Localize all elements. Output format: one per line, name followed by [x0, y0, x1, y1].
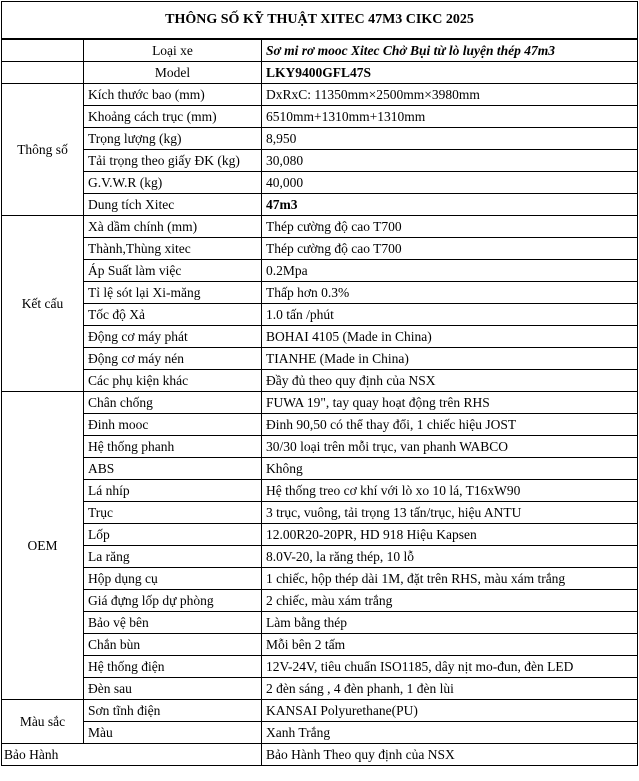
- empty-cell: [2, 62, 84, 84]
- row-value: 8.0V-20, la răng thép, 10 lỗ: [262, 546, 638, 568]
- row-label: Màu: [84, 722, 262, 744]
- row-label: Hệ thống phanh: [84, 436, 262, 458]
- table-row: [2, 722, 638, 744]
- row-value: Làm bằng thép: [262, 612, 638, 634]
- row-label: Trục: [84, 502, 262, 524]
- warranty-row: [2, 744, 638, 766]
- table-row: [2, 436, 638, 458]
- table-row: [2, 678, 638, 700]
- row-label: La răng: [84, 546, 262, 568]
- table-row: [2, 458, 638, 480]
- row-value: 1 chiếc, hộp thép dài 1M, đặt trên RHS, màu xám trắng: [262, 568, 638, 590]
- empty-cell: [2, 39, 84, 62]
- model-row: [2, 62, 638, 84]
- group-label-specs: Thông số: [2, 84, 84, 216]
- table-row: [2, 172, 638, 194]
- table-row: [2, 546, 638, 568]
- row-value: Mỗi bên 2 tấm: [262, 634, 638, 656]
- row-value: Không: [262, 458, 638, 480]
- row-value: Đinh 90,50 có thể thay đổi, 1 chiếc hiệu JOST: [262, 414, 638, 436]
- table-row: [2, 194, 638, 216]
- row-value: 30,080: [262, 150, 638, 172]
- table-row: [2, 348, 638, 370]
- row-label: Hộp dụng cụ: [84, 568, 262, 590]
- table-row: [2, 392, 638, 414]
- row-label: Đinh mooc: [84, 414, 262, 436]
- title-row: [2, 2, 638, 40]
- row-label: Động cơ máy phát: [84, 326, 262, 348]
- row-value: FUWA 19", tay quay hoạt động trên RHS: [262, 392, 638, 414]
- row-label: Bảo vệ bên: [84, 612, 262, 634]
- row-label: Tải trọng theo giấy ĐK (kg): [84, 150, 262, 172]
- row-value: Thấp hơn 0.3%: [262, 282, 638, 304]
- row-label: Xà dầm chính (mm): [84, 216, 262, 238]
- table-row: [2, 480, 638, 502]
- spec-table: [1, 1, 638, 766]
- vehicle-type-value: Sơ mi rơ mooc Xitec Chở Bụi từ lò luyện thép 47m3: [262, 39, 638, 62]
- row-value: 2 đèn sáng , 4 đèn phanh, 1 đèn lùi: [262, 678, 638, 700]
- row-value: BOHAI 4105 (Made in China): [262, 326, 638, 348]
- row-value: 47m3: [262, 194, 638, 216]
- table-row: [2, 326, 638, 348]
- group-label-structure: Kết cấu: [2, 216, 84, 392]
- row-label: Kích thước bao (mm): [84, 84, 262, 106]
- table-row: [2, 128, 638, 150]
- table-row: [2, 700, 638, 722]
- row-value: 1.0 tấn /phút: [262, 304, 638, 326]
- row-value: Thép cường độ cao T700: [262, 216, 638, 238]
- row-label: Dung tích Xitec: [84, 194, 262, 216]
- page-title: THÔNG SỐ KỸ THUẬT XITEC 47M3 CIKC 2025: [2, 2, 638, 40]
- row-label: Giá đựng lốp dự phòng: [84, 590, 262, 612]
- table-row: [2, 282, 638, 304]
- model-value: LKY9400GFL47S: [262, 62, 638, 84]
- row-label: Khoảng cách trục (mm): [84, 106, 262, 128]
- row-value: 12.00R20-20PR, HD 918 Hiệu Kapsen: [262, 524, 638, 546]
- row-label: Sơn tĩnh điện: [84, 700, 262, 722]
- row-label: Tỉ lệ sót lại Xi-măng: [84, 282, 262, 304]
- table-row: [2, 568, 638, 590]
- table-row: [2, 84, 638, 106]
- table-row: [2, 260, 638, 282]
- vehicle-type-label: Loại xe: [84, 39, 262, 62]
- row-value: DxRxC: 11350mm×2500mm×3980mm: [262, 84, 638, 106]
- row-label: Các phụ kiện khác: [84, 370, 262, 392]
- row-label: Động cơ máy nén: [84, 348, 262, 370]
- spec-sheet: [1, 1, 637, 766]
- row-value: Hệ thống treo cơ khí với lò xo 10 lá, T16xW90: [262, 480, 638, 502]
- row-value: 12V-24V, tiêu chuẩn ISO1185, dây nịt mo-đun, đèn LED: [262, 656, 638, 678]
- row-value: 0.2Mpa: [262, 260, 638, 282]
- table-row: [2, 106, 638, 128]
- row-value: 30/30 loại trên mỗi trục, van phanh WABCO: [262, 436, 638, 458]
- row-label: Chắn bùn: [84, 634, 262, 656]
- row-value: 2 chiếc, màu xám trắng: [262, 590, 638, 612]
- row-value: Thép cường độ cao T700: [262, 238, 638, 260]
- table-row: [2, 304, 638, 326]
- table-row: [2, 656, 638, 678]
- row-label: G.V.W.R (kg): [84, 172, 262, 194]
- row-label: Tốc độ Xả: [84, 304, 262, 326]
- group-label-oem: OEM: [2, 392, 84, 700]
- row-label: Hệ thống điện: [84, 656, 262, 678]
- row-label: Áp Suất làm việc: [84, 260, 262, 282]
- row-value: Xanh Trắng: [262, 722, 638, 744]
- table-row: [2, 414, 638, 436]
- row-value: TIANHE (Made in China): [262, 348, 638, 370]
- warranty-label: Bảo Hành: [2, 744, 262, 766]
- row-value: 8,950: [262, 128, 638, 150]
- row-value: 3 trục, vuông, tải trọng 13 tấn/trục, hiệu ANTU: [262, 502, 638, 524]
- warranty-value: Bảo Hành Theo quy định của NSX: [262, 744, 638, 766]
- row-label: Lá nhíp: [84, 480, 262, 502]
- row-label: Thành,Thùng xitec: [84, 238, 262, 260]
- vehicle-type-row: [2, 39, 638, 62]
- table-row: [2, 216, 638, 238]
- model-label: Model: [84, 62, 262, 84]
- table-row: [2, 238, 638, 260]
- table-row: [2, 590, 638, 612]
- row-value: 6510mm+1310mm+1310mm: [262, 106, 638, 128]
- row-label: Trọng lượng (kg): [84, 128, 262, 150]
- row-label: ABS: [84, 458, 262, 480]
- table-row: [2, 502, 638, 524]
- table-row: [2, 524, 638, 546]
- row-value: KANSAI Polyurethane(PU): [262, 700, 638, 722]
- row-value: Đầy đủ theo quy định của NSX: [262, 370, 638, 392]
- row-label: Chân chống: [84, 392, 262, 414]
- table-row: [2, 612, 638, 634]
- table-row: [2, 150, 638, 172]
- row-label: Đèn sau: [84, 678, 262, 700]
- row-value: 40,000: [262, 172, 638, 194]
- table-row: [2, 634, 638, 656]
- row-label: Lốp: [84, 524, 262, 546]
- table-row: [2, 370, 638, 392]
- group-label-color: Màu sắc: [2, 700, 84, 744]
